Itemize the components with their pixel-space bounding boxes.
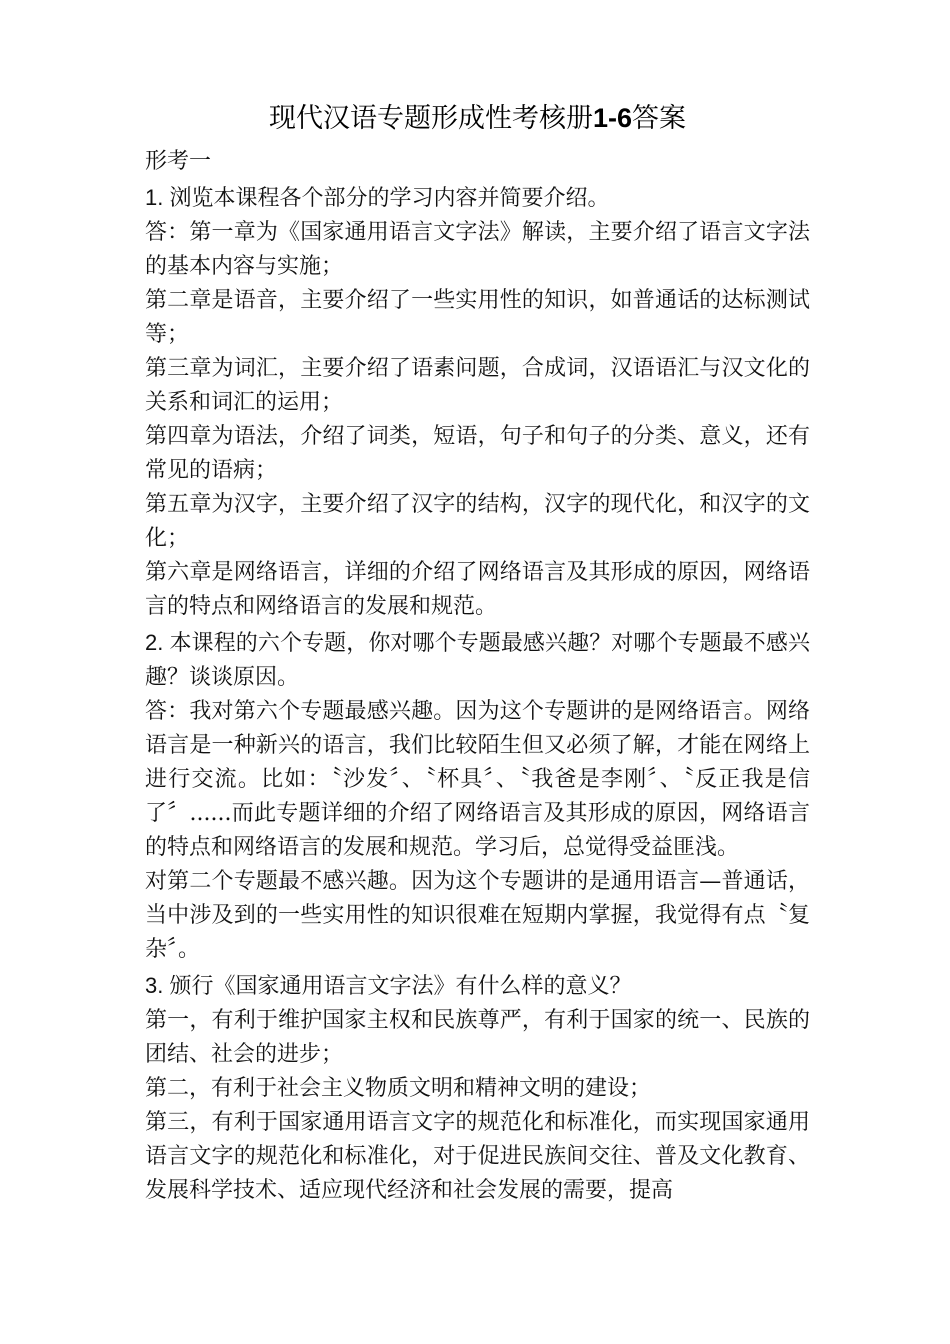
paragraph: 第六章是网络语言，详细的介绍了网络语言及其形成的原因，网络语言的特点和网络语言的发展和规范。 [145, 560, 810, 619]
paragraph: 第三章为词汇，主要介绍了语素问题，合成词，汉语语汇与汉文化的关系和词汇的运用； [145, 356, 810, 415]
paragraph: 第四章为语法，介绍了词类，短语，句子和句子的分类、意义，还有常见的语病； [145, 424, 810, 483]
paragraph: 第三，有利于国家通用语言文字的规范化和标准化，而实现国家通用语言文字的规范化和标准化，对于促进民族间交往、普及文化教育、发展科学技术、适应现代经济和社会发展的需要，提高 [145, 1110, 810, 1203]
question-text: 颁行《国家通用语言文字法》有什么样的意义？ [169, 974, 632, 999]
paragraph: 第二章是语音，主要介绍了一些实用性的知识，如普通话的达标测试等； [145, 288, 810, 347]
document-title [145, 98, 810, 139]
question-number: 1. [145, 185, 170, 210]
paragraph: 答：第一章为《国家通用语言文字法》解读，主要介绍了语言文字法的基本内容与实施； [145, 220, 810, 279]
paragraph: 答：我对第六个专题最感兴趣。因为这个专题讲的是网络语言。网络语言是一种新兴的语言，我们比较陌生但又必须了解，才能在网络上进行交流。比如：〝沙发〞、〝杯具〞、〝我爸是李刚〞、〝反正我是信了〞......而此专题详细的介绍了网络语言及其形成的原因，网络语言的特点和网络语言的发展和规范。学习后，总觉得受益匪浅。 [145, 699, 810, 860]
paragraph: 第二，有利于社会主义物质文明和精神文明的建设； [145, 1076, 652, 1101]
title-suffix: 答案 [632, 103, 687, 134]
question-line [145, 969, 810, 1004]
question-line [145, 181, 810, 216]
question-number: 3. [145, 973, 170, 998]
document-body [145, 98, 810, 1208]
paragraph: 对第二个专题最不感兴趣。因为这个专题讲的是通用语言—普通话，当中涉及到的一些实用性的知识很难在短期内掌握，我觉得有点〝复杂〞。 [145, 869, 810, 962]
document-blocks [145, 181, 810, 1208]
paragraph: 第一，有利于维护国家主权和民族尊严，有利于国家的统一、民族的团结、社会的进步； [145, 1008, 810, 1067]
section-label: 形考一 [145, 149, 212, 174]
question-text: 浏览本课程各个部分的学习内容并简要介绍。 [169, 186, 610, 211]
paragraph: 第五章为汉字，主要介绍了汉字的结构，汉字的现代化，和汉字的文化； [145, 492, 810, 551]
question-text: 本课程的六个专题，你对哪个专题最感兴趣？对哪个专题最不感兴趣？谈谈原因。 [145, 631, 810, 690]
question-number: 2. [145, 630, 170, 655]
title-bold-range: 1-6 [592, 103, 633, 133]
question-line [145, 626, 810, 695]
title-prefix: 现代汉语专题形成性考核册 [268, 103, 593, 134]
